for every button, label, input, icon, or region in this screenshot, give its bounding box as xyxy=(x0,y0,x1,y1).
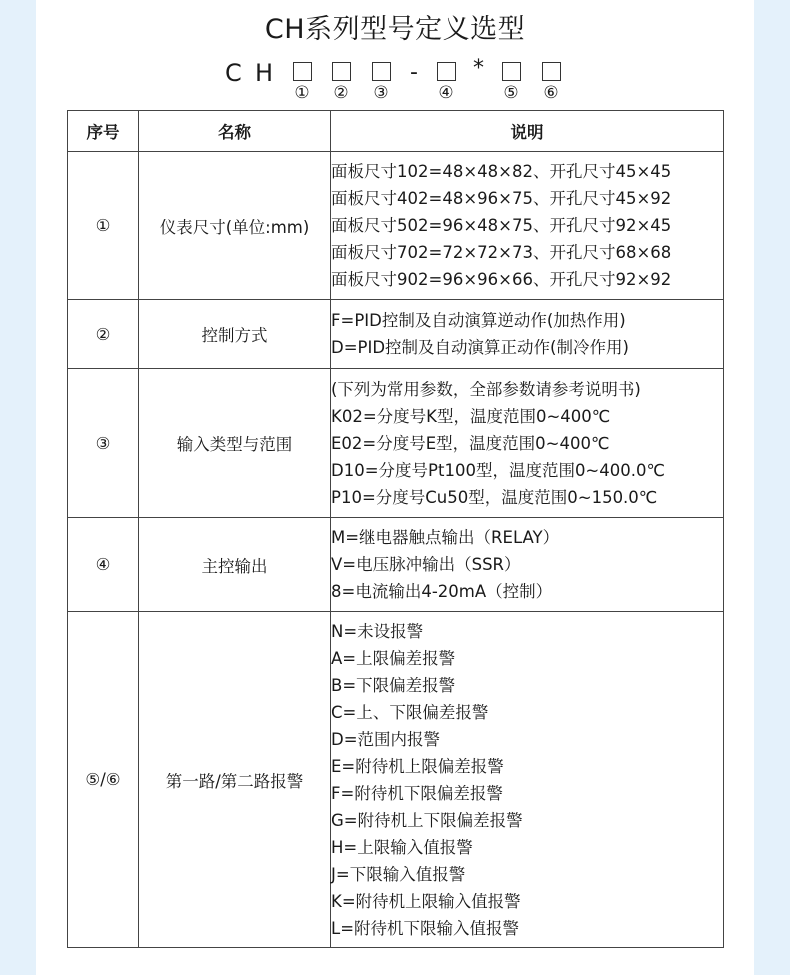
row-name: 第一路/第二路报警 xyxy=(139,612,331,948)
description-line: F=PID控制及自动演算逆动作(加热作用) xyxy=(331,311,626,330)
description-line: (下列为常用参数，全部参数请参考说明书) xyxy=(331,379,641,399)
row-description xyxy=(331,369,724,518)
description-line: 面板尺寸702=72×72×73、开孔尺寸68×68 xyxy=(331,243,672,262)
row-index: ① xyxy=(68,152,139,300)
description-line: K02=分度号K型，温度范围0~400℃ xyxy=(331,406,611,426)
row-description xyxy=(331,300,724,369)
description-line: C=上、下限偏差报警 xyxy=(331,702,489,722)
code-slot-4-number: ④ xyxy=(438,83,454,103)
description-line: H=上限输入值报警 xyxy=(331,837,473,857)
code-slot-1-box xyxy=(293,62,312,81)
row-index: ⑤/⑥ xyxy=(68,612,139,948)
description-line: 面板尺寸902=96×96×66、开孔尺寸92×92 xyxy=(331,270,672,289)
row-name: 输入类型与范围 xyxy=(139,369,331,518)
model-spec-table xyxy=(67,110,724,948)
code-slot-6-number: ⑥ xyxy=(543,83,559,103)
code-slot-1-number: ① xyxy=(294,83,310,103)
code-slot-2-box xyxy=(332,62,351,81)
description-line: B=下限偏差报警 xyxy=(331,675,456,695)
description-line: D=PID控制及自动演算正动作(制冷作用) xyxy=(331,338,629,357)
row-index: ② xyxy=(68,300,139,369)
description-line: P10=分度号Cu50型，温度范围0~150.0℃ xyxy=(331,487,658,507)
table-row xyxy=(68,152,724,300)
description-line: F=附待机下限偏差报警 xyxy=(331,783,503,803)
code-dash: - xyxy=(410,60,418,85)
row-description xyxy=(331,612,724,948)
description-line: K=附待机上限输入值报警 xyxy=(331,891,521,911)
description-line: N=未设报警 xyxy=(331,621,424,641)
description-line: E02=分度号E型，温度范围0~400℃ xyxy=(331,433,610,453)
description-line: 8=电流输出4-20mA（控制） xyxy=(331,582,553,601)
description-line: 面板尺寸402=48×96×75、开孔尺寸45×92 xyxy=(331,189,672,208)
row-index: ④ xyxy=(68,518,139,612)
row-description xyxy=(331,518,724,612)
table-row xyxy=(68,612,724,948)
description-line: G=附待机上下限偏差报警 xyxy=(331,810,523,830)
spec-sheet xyxy=(36,0,754,975)
description-line: 面板尺寸502=96×48×75、开孔尺寸92×45 xyxy=(331,216,672,235)
row-name: 仪表尺寸(单位:mm) xyxy=(139,152,331,300)
code-slot-2-number: ② xyxy=(333,83,349,103)
table-row xyxy=(68,369,724,518)
header-description: 说明 xyxy=(331,111,724,152)
description-line: M=继电器触点输出（RELAY） xyxy=(331,528,560,547)
description-line: E=附待机上限偏差报警 xyxy=(331,756,504,776)
code-slot-5-number: ⑤ xyxy=(503,83,519,103)
code-slot-5-box xyxy=(502,62,521,81)
description-line: D10=分度号Pt100型，温度范围0~400.0℃ xyxy=(331,460,666,480)
description-line: J=下限输入值报警 xyxy=(331,864,466,884)
description-line: 面板尺寸102=48×48×82、开孔尺寸45×45 xyxy=(331,162,672,181)
table-row xyxy=(68,518,724,612)
description-line: V=电压脉冲输出（SSR） xyxy=(331,555,521,574)
code-prefix-c: C xyxy=(225,59,242,87)
code-slot-3-box xyxy=(372,62,391,81)
header-name: 名称 xyxy=(139,111,331,152)
row-index: ③ xyxy=(68,369,139,518)
header-index: 序号 xyxy=(68,111,139,152)
table-header-row xyxy=(68,111,724,152)
page-title: CH系列型号定义选型 xyxy=(264,14,526,45)
code-slot-3-number: ③ xyxy=(373,83,389,103)
row-name: 控制方式 xyxy=(139,300,331,369)
model-code-diagram xyxy=(36,58,754,104)
row-description xyxy=(331,152,724,300)
description-line: A=上限偏差报警 xyxy=(331,648,456,668)
row-name: 主控输出 xyxy=(139,518,331,612)
code-slot-6-box xyxy=(542,62,561,81)
table-row xyxy=(68,300,724,369)
code-prefix-h: H xyxy=(255,59,274,87)
description-line: D=范围内报警 xyxy=(331,729,441,749)
code-slot-4-box xyxy=(437,62,456,81)
description-line: L=附待机下限输入值报警 xyxy=(331,918,520,938)
code-star: * xyxy=(473,56,484,81)
